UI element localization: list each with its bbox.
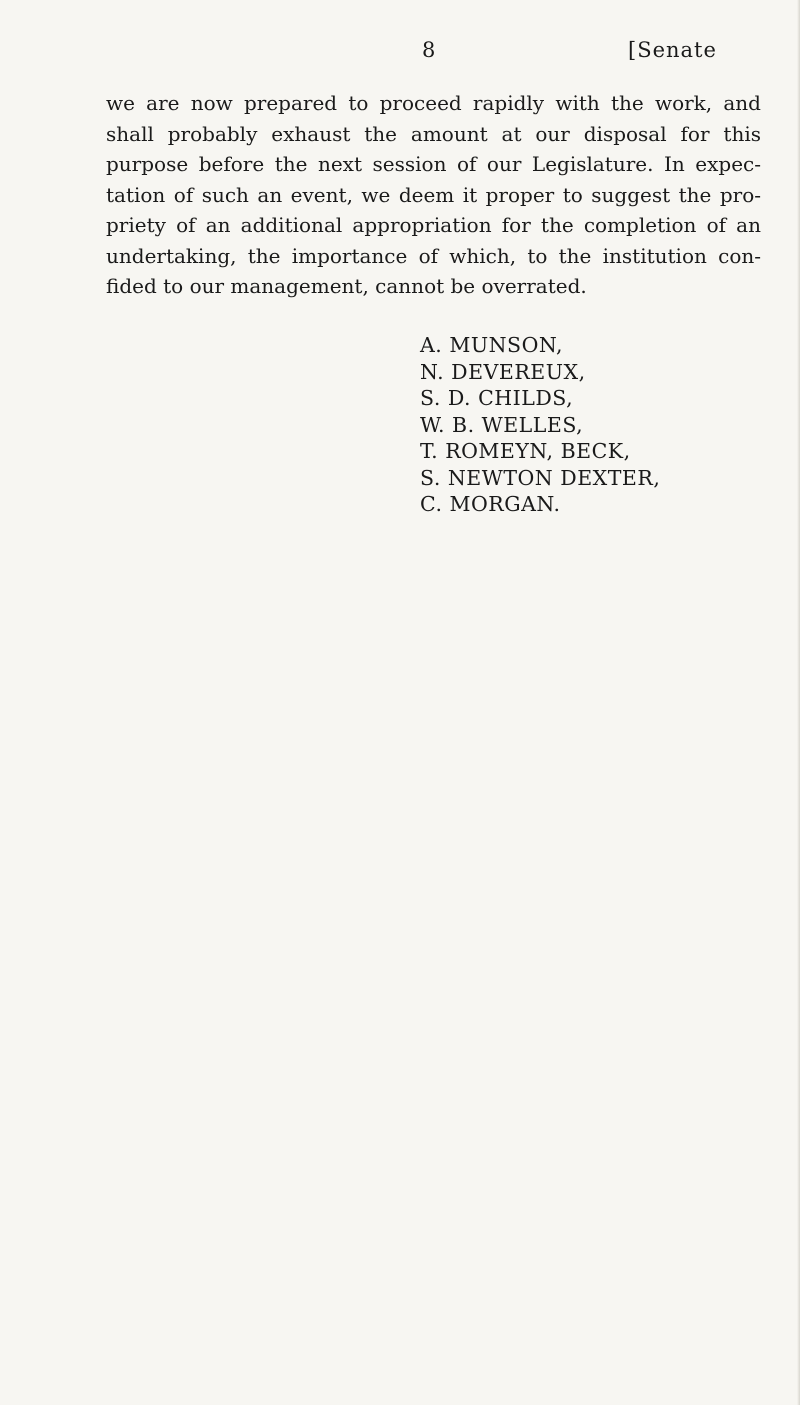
signatory-name: T. ROMEYN, BECK, [420,439,631,463]
signatory-name: A. MUNSON, [420,333,564,357]
signatory-name: C. MORGAN. [420,492,561,516]
signature-block [420,332,660,518]
text-line: we are now prepared to proceed rapidly with the work, and [106,91,761,115]
page-number: 8 [422,38,436,62]
text-line: tation of such an event, we deem it proper to suggest the pro- [106,182,761,207]
text-line: undertaking, the importance of which, to the institution con- [106,243,761,268]
text-line: priety of an additional appropriation for the completion of an [106,213,761,237]
text-line: fided to our management, cannot be overrated. [106,274,587,298]
signatory-name: S. D. CHILDS, [420,386,574,410]
text-line: purpose before the next session of our Legislature. In expec- [106,152,761,176]
section-label: [Senate [628,38,717,62]
body-paragraph [106,88,761,302]
signatory-name: N. DEVEREUX, [420,359,586,384]
text-line: shall probably exhaust the amount at our disposal for this [106,121,761,146]
signatory-name: W. B. WELLES, [420,412,584,437]
signatory-name: S. NEWTON DEXTER, [420,465,661,490]
running-head [0,38,800,68]
